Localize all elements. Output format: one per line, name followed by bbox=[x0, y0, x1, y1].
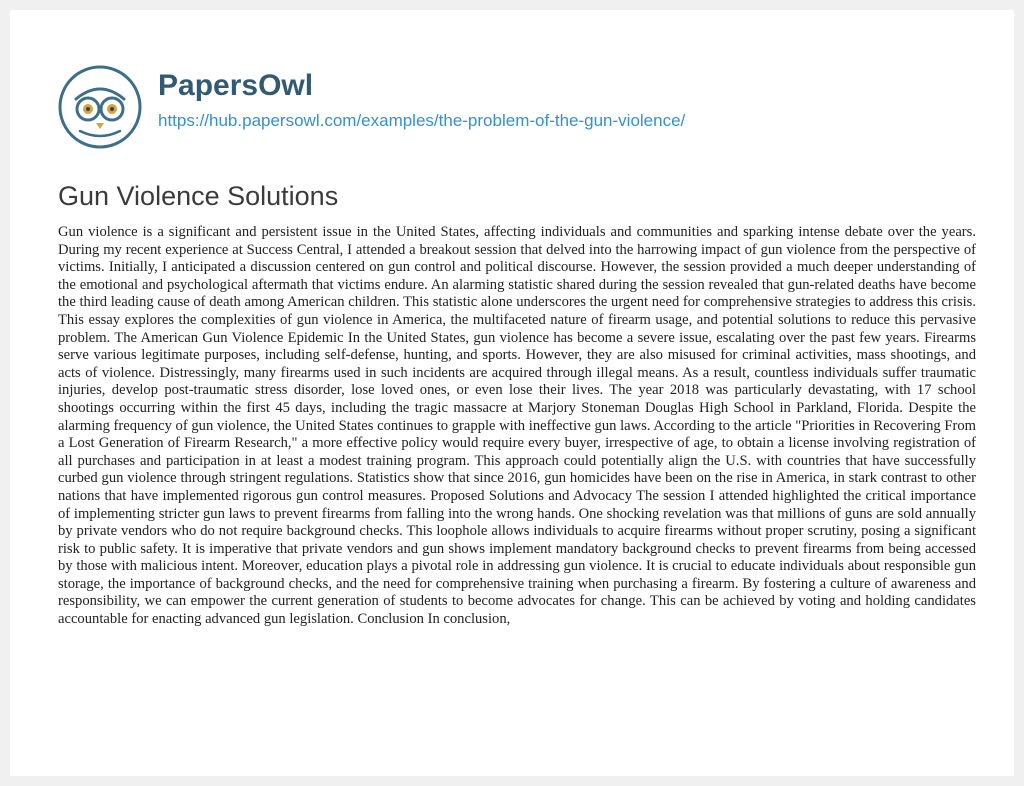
source-url-link[interactable]: https://hub.papersowl.com/examples/the-problem-of-the-gun-violence/ bbox=[158, 111, 686, 130]
owl-logo-icon bbox=[58, 65, 142, 149]
brand-name: PapersOwl bbox=[158, 69, 314, 102]
page-header bbox=[58, 62, 685, 152]
document-body: Gun violence is a significant and persistent issue in the United States, affecting individuals and communities and sparking intense debate over the years. During my recent experience at Success Central, I attended a breakout session that delved into the harrowing impact of gun violence from the perspective of victims. Initially, I anticipated a discussion centered on gun control and political discourse. However, the session provided a much deeper understanding of the emotional and psychological aftermath that victims endure. An alarming statistic shared during the session revealed that gun-related deaths have become the third leading cause of death among American children. This statistic alone underscores the urgent need for comprehensive strategies to address this crisis. This essay explores the complexities of gun violence in America, the multifaceted nature of firearm usage, and potential solutions to reduce this pervasive problem. The American Gun Violence Epidemic In the United States, gun violence has become a severe issue, escalating over the past few years. Firearms serve various legitimate purposes, including self-defense, hunting, and sports. However, they are also misused for criminal activities, mass shootings, and acts of violence. Distressingly, many firearms used in such incidents are acquired through illegal means. As a result, countless individuals suffer traumatic injuries, develop post-traumatic stress disorder, lose loved ones, or even lose their lives. The year 2018 was particularly devastating, with 17 school shootings occurring within the first 45 days, including the tragic massacre at Marjory Stoneman Douglas High School in Parkland, Florida. Despite the alarming frequency of gun violence, the United States continues to grapple with ineffective gun laws. According to the article "Priorities in Recovering From a Lost Generation of Firearm Research," a more effective policy would require every buyer, irrespective of age, to obtain a license involving registration of all purchases and participation in at least a modest training program. This approach could potentially align the U.S. with countries that have successfully curbed gun violence through stringent regulations. Statistics show that since 2016, gun homicides have been on the rise in America, in stark contrast to other nations that have implemented rigorous gun control measures. Proposed Solutions and Advocacy The session I attended highlighted the critical importance of implementing stricter gun laws to prevent firearms from falling into the wrong hands. One shocking revelation was that millions of guns are sold annually by private vendors who do not require background checks. This loophole allows individuals to acquire firearms without proper scrutiny, posing a significant risk to public safety. It is imperative that private vendors and gun shows implement mandatory background checks to prevent firearms from being accessed by those with malicious intent. Moreover, education plays a pivotal role in addressing gun violence. It is crucial to educate individuals about responsible gun storage, the importance of background checks, and the need for comprehensive training when purchasing a firearm. By fostering a culture of awareness and responsibility, we can empower the current generation of students to become advocates for change. This can be achieved by voting and holding candidates accountable for enacting advanced gun legislation. Conclusion In conclusion, bbox=[58, 224, 976, 628]
document-page bbox=[10, 10, 1014, 776]
brand-block bbox=[158, 69, 686, 132]
document-title: Gun Violence Solutions bbox=[58, 181, 339, 211]
